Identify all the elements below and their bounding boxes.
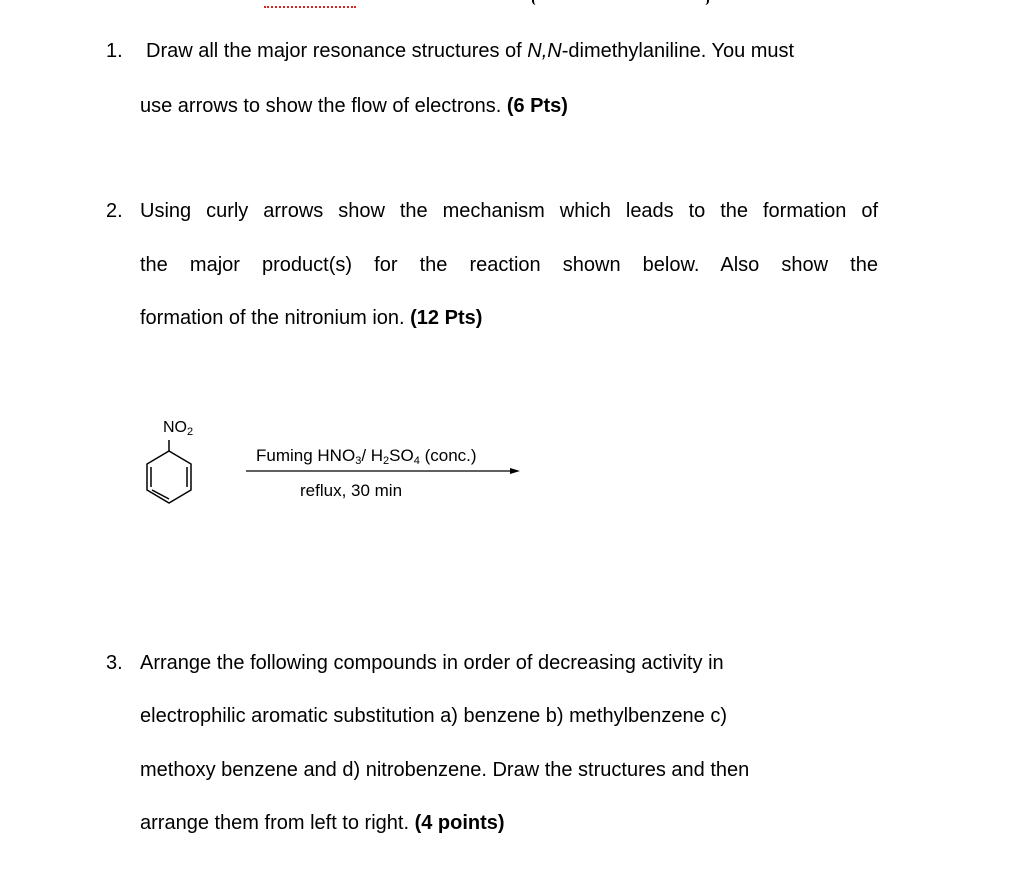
- question-2-line-1: Using curly arrows show the mechanism which leads to the formation of: [140, 200, 878, 222]
- question-2-line-3: [140, 307, 482, 330]
- reagent-sub-3: 4: [413, 455, 420, 467]
- question-1-number: 1.: [106, 40, 123, 62]
- spellcheck-underline: [264, 0, 356, 8]
- paren-fragment-right: [704, 0, 709, 5]
- q2-line-3-text: formation of the nitronium ion.: [140, 307, 411, 329]
- q1-text-pre: Draw all the major resonance structures of: [146, 40, 528, 62]
- reagent-sub-1: 3: [355, 455, 362, 467]
- q1-text-post: -dimethylaniline. You must: [561, 40, 795, 62]
- reagent-sub-2: 2: [383, 455, 390, 467]
- q1-line-2-text: use arrows to show the flow of electrons.: [140, 95, 507, 117]
- reagent-part-3: SO: [389, 446, 414, 465]
- q1-points: (6 Pts): [506, 95, 568, 117]
- reagent-part-4: (conc.): [419, 446, 477, 465]
- paren-fragment-left: [532, 0, 537, 5]
- question-1-line-1: [146, 40, 794, 63]
- nitro-label-subscript: 2: [187, 426, 194, 438]
- question-1-line-2: [140, 95, 568, 118]
- reaction-condition: reflux, 30 min: [300, 481, 403, 500]
- arrow-head: [510, 468, 520, 474]
- reagent-part-2: / H: [361, 446, 384, 465]
- nitro-group-label: [163, 419, 193, 438]
- nitrobenzene-structure: [138, 440, 200, 510]
- q1-text-italic: N,N: [527, 40, 562, 62]
- reagent-part-1: Fuming HNO: [256, 446, 356, 465]
- q3-line-4-text: arrange them from left to right.: [140, 812, 415, 834]
- reagent-text: [256, 446, 477, 467]
- q3-points: (4 points): [414, 812, 505, 834]
- nitro-label-main: NO: [163, 419, 187, 436]
- question-3-line-3: methoxy benzene and d) nitrobenzene. Draw the structures and then: [140, 759, 750, 781]
- question-3-number: 3.: [106, 652, 123, 674]
- question-3-line-2: electrophilic aromatic substitution a) benzene b) methylbenzene c): [140, 705, 727, 727]
- question-3-line-4: [140, 812, 505, 835]
- q2-points: (12 Pts): [410, 307, 483, 329]
- question-2-line-2: the major product(s) for the reaction shown below. Also show the: [140, 254, 878, 276]
- question-3-line-1: Arrange the following compounds in order of decreasing activity in: [140, 652, 724, 674]
- reaction-arrow: [246, 466, 522, 476]
- question-2-number: 2.: [106, 200, 123, 222]
- benzene-ring: [147, 451, 191, 503]
